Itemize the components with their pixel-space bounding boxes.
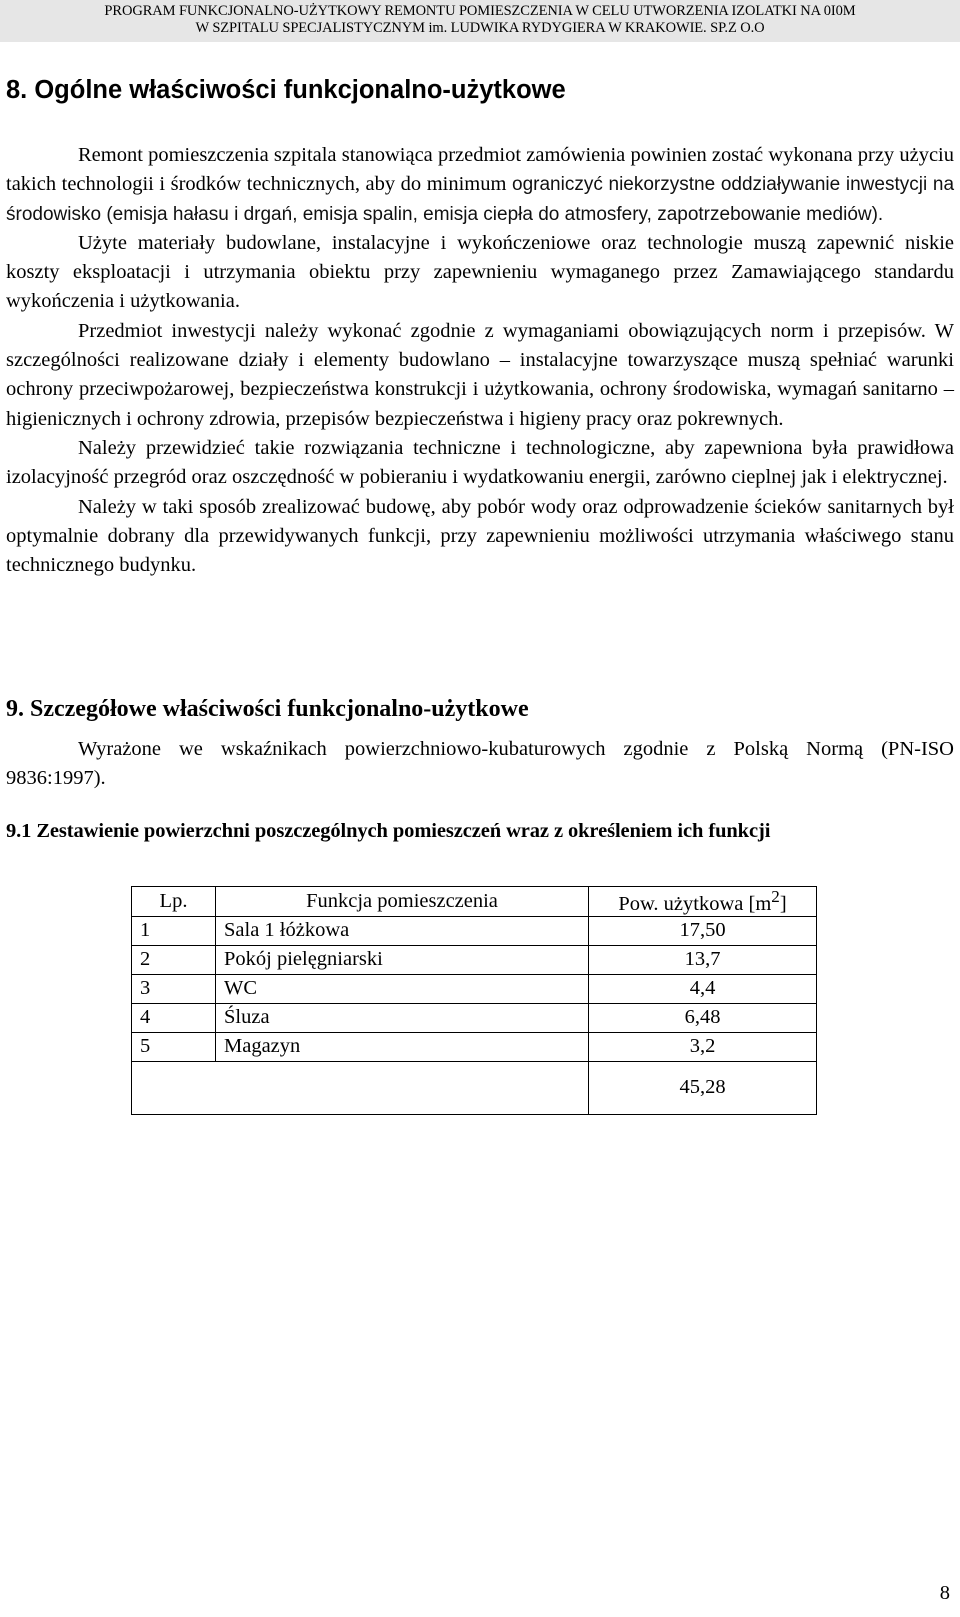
row-lp: 4 [132, 1003, 216, 1032]
page-number: 8 [939, 1582, 950, 1604]
section-8-paragraph-1 [6, 141, 954, 229]
table-row [132, 974, 817, 1003]
row-area: 3,2 [589, 1032, 817, 1061]
section-8-heading: 8. Ogólne właściwości funkcjonalno-użytkowe [6, 76, 566, 104]
section-8-paragraph-4: Należy przewidzieć takie rozwiązania techniczne i technologiczne, aby zapewniona była prawidłowa izolacyjność przegród oraz oszczędność w pobieraniu i wydatkowaniu energii, zarówno cieplnej jak i elektrycznej. [6, 436, 954, 489]
header-line-1: PROGRAM FUNKCJONALNO-UŻYTKOWY REMONTU POMIESZCZENIA W CELU UTWORZENIA IZOLATKI NA 0I0M [104, 3, 856, 19]
header-function: Funkcja pomieszczenia [216, 887, 589, 917]
header-line-2: W SZPITALU SPECJALISTYCZNYM im. LUDWIKA RYDYGIERA W KRAKOWIE. SP.Z O.O [195, 20, 765, 36]
section-8-paragraph-2: Użyte materiały budowlane, instalacyjne i wykończeniowe oraz technologie muszą zapewnić niskie koszty eksploatacji i utrzymania obiektu przy zapewnieniu wymaganego przez Zamawiającego standardu wykończenia i użytkowania. [6, 231, 954, 313]
total-area: 45,28 [589, 1061, 817, 1114]
row-lp: 3 [132, 974, 216, 1003]
section-9-heading: 9. Szczegółowe właściwości funkcjonalno-użytkowe [6, 696, 529, 722]
section-9-body [6, 735, 954, 794]
header-area-bracket: ] [779, 892, 787, 915]
table-total-row [132, 1061, 817, 1114]
rooms-area-table [131, 886, 817, 1115]
total-empty-cell [132, 1061, 589, 1114]
table-row [132, 1032, 817, 1061]
header-area [589, 887, 817, 917]
paragraph-1-serif-text: Remont pomieszczenia szpitala stanowiąca przedmiot zamówienia powinien zostać wykonana przy użyciu takich technologii i środków technicznych, aby do minimum [6, 144, 954, 196]
section-9-paragraph: Wyrażone we wskaźnikach powierzchniowo-kubaturowych zgodnie z Polską Normą (PN-ISO 9836:1997). [6, 738, 954, 790]
paragraph-1-sans-text: ograniczyć niekorzystne oddziaływanie inwestycji na środowisko (emisja hałasu i drgań, emisja spalin, emisja ciepła do atmosfery, zapotrzebowanie mediów). [6, 174, 955, 225]
row-lp: 2 [132, 945, 216, 974]
section-8-paragraph-5: Należy w taki sposób zrealizować budowę, aby pobór wody oraz odprowadzenie ścieków sanitarnych był optymalnie dobrany dla przewidywanych funkcji, przy zapewnieniu możliwości utrzymania właściwego stanu technicznego budynku. [6, 495, 954, 577]
header-lp: Lp. [132, 887, 216, 917]
section-8-body [6, 141, 954, 580]
header-area-text: Pow. użytkowa [m [618, 892, 772, 915]
row-function: Magazyn [216, 1032, 589, 1061]
row-function: Sala 1 łóżkowa [216, 916, 589, 945]
row-lp: 1 [132, 916, 216, 945]
section-8-paragraph-3: Przedmiot inwestycji należy wykonać zgodnie z wymaganiami obowiązujących norm i przepisów. W szczególności realizowane działy i elementy budowlano – instalacyjne towarzyszące muszą spełniać warunki ochrony przeciwpożarowej, bezpieczeństwa konstrukcji i użytkowania, ochrony środowiska, wymagań sanitarno – higienicznych i ochrony zdrowia, przepisów bezpieczeństwa i higieny pracy oraz pokrewnych. [6, 319, 954, 430]
row-area: 4,4 [589, 974, 817, 1003]
table-row [132, 945, 817, 974]
table-row [132, 1003, 817, 1032]
table-header-row [132, 887, 817, 917]
page-header [0, 0, 960, 42]
row-function: Śluza [216, 1003, 589, 1032]
row-function: Pokój pielęgniarski [216, 945, 589, 974]
row-function: WC [216, 974, 589, 1003]
header-area-superscript: 2 [771, 887, 780, 906]
row-area: 6,48 [589, 1003, 817, 1032]
row-area: 17,50 [589, 916, 817, 945]
table-row [132, 916, 817, 945]
row-area: 13,7 [589, 945, 817, 974]
row-lp: 5 [132, 1032, 216, 1061]
section-9-1-heading: 9.1 Zestawienie powierzchni poszczególnych pomieszczeń wraz z określeniem ich funkcji [6, 820, 771, 842]
